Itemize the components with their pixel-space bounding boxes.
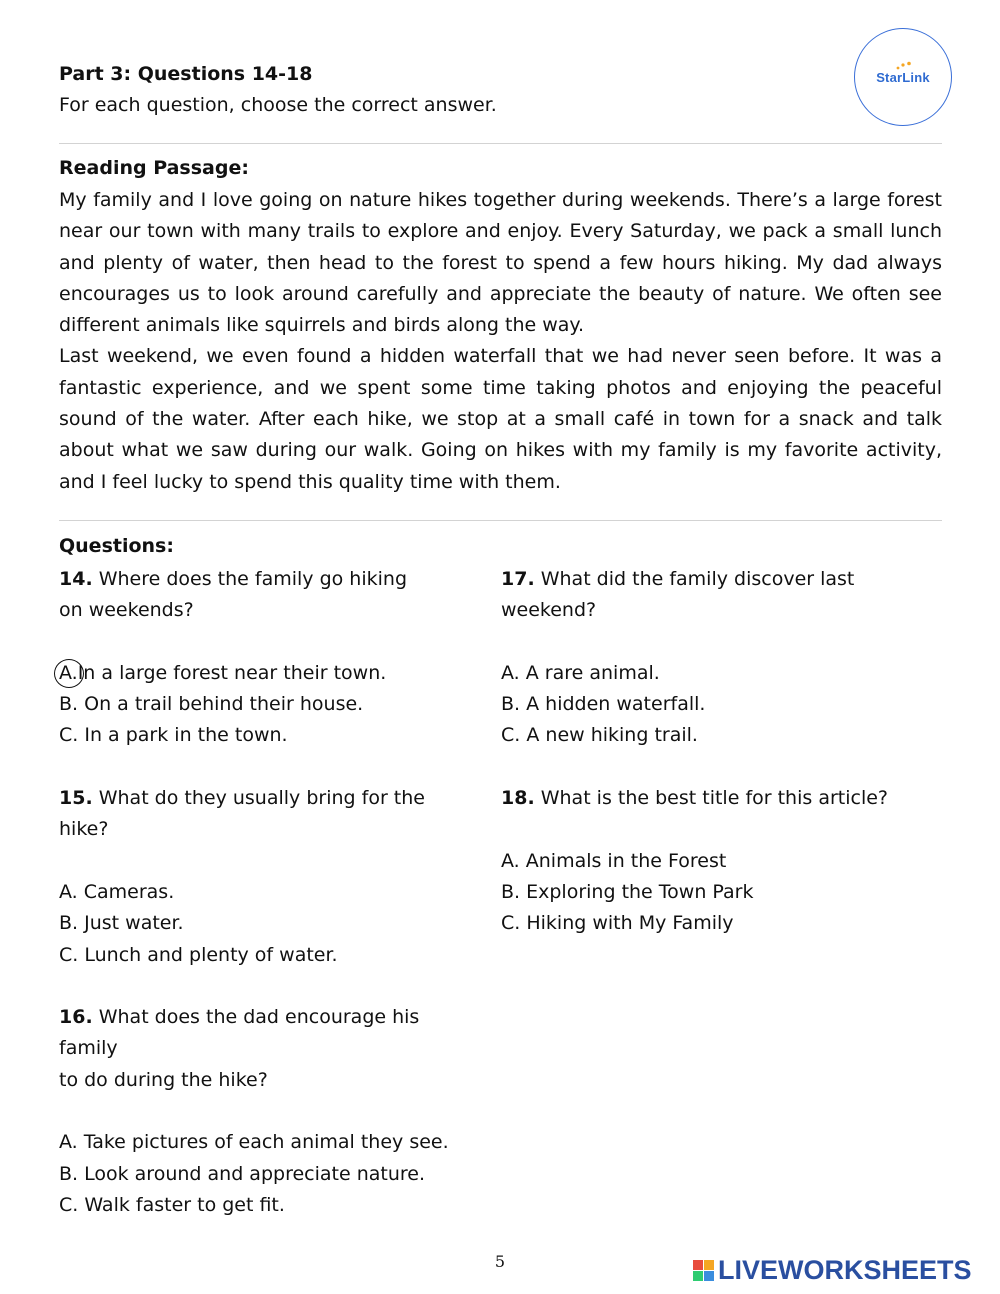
option-letter: C. xyxy=(501,912,521,935)
questions-right-column xyxy=(501,564,951,971)
question-text: What do they usually bring for the hike? xyxy=(59,787,425,841)
passage-paragraph: My family and I love going on nature hikes together during weekends. There’s a large forest near our town with many trails to explore and enjoy. Every Saturday, we pack a small lunch and plenty of water, then head to the forest to spend a few hours hiking. My dad always encourages us to look around carefully and appreciate the beauty of nature. We often see different animals like squirrels and birds along the way. xyxy=(59,189,942,337)
option-letter: B. xyxy=(501,693,521,716)
option-letter: A. xyxy=(59,880,78,903)
option-letter: B. xyxy=(501,880,521,903)
option-text: A new hiking trail. xyxy=(526,724,698,747)
question-text: What does the dad encourage his family xyxy=(59,1006,420,1060)
option-15-c[interactable] xyxy=(59,940,479,971)
question-text-continued: on weekends? xyxy=(59,599,194,622)
question-text: What is the best title for this article? xyxy=(540,787,888,810)
option-letter: A. xyxy=(501,661,520,684)
starlink-logo xyxy=(854,28,952,126)
question-text: Where does the family go hiking xyxy=(98,568,408,590)
questions-left-column xyxy=(59,564,479,1253)
question-text-continued: to do during the hike? xyxy=(59,1068,268,1091)
option-text: Take pictures of each animal they see. xyxy=(83,1131,449,1154)
option-letter: B. xyxy=(59,1162,79,1185)
options-14 xyxy=(59,658,479,752)
divider-top xyxy=(59,143,942,144)
part-title: Part 3: Questions 14-18 xyxy=(59,63,313,85)
option-letter: C. xyxy=(59,1193,79,1216)
question-18 xyxy=(501,783,951,814)
question-text: What did the family discover last weekend? xyxy=(501,568,855,622)
selected-answer-circle: A. xyxy=(59,658,78,689)
option-15-b[interactable] xyxy=(59,908,479,939)
options-18 xyxy=(501,846,951,940)
reading-passage xyxy=(59,185,942,498)
option-letter: B. xyxy=(59,693,79,716)
option-text: Animals in the Forest xyxy=(525,849,727,872)
option-text: A hidden waterfall. xyxy=(526,693,706,716)
option-text: Look around and appreciate nature. xyxy=(84,1162,425,1185)
option-letter: C. xyxy=(501,724,521,747)
question-15 xyxy=(59,783,479,846)
logo-text xyxy=(876,70,930,85)
question-number: 16. xyxy=(59,1006,93,1029)
option-text: A rare animal. xyxy=(525,661,660,684)
page-number: 5 xyxy=(494,1252,506,1271)
instructions-text: For each question, choose the correct answer. xyxy=(59,94,497,116)
liveworksheets-logo-icon xyxy=(693,1260,714,1281)
option-16-c[interactable] xyxy=(59,1190,479,1221)
question-16 xyxy=(59,1002,479,1096)
questions-label: Questions: xyxy=(59,535,174,557)
option-text: In a park in the town. xyxy=(84,724,288,747)
logo-label: StarLink xyxy=(876,69,930,85)
option-18-c[interactable] xyxy=(501,908,951,939)
star-icon xyxy=(894,61,916,71)
options-15 xyxy=(59,877,479,971)
passage-paragraph: Last weekend, we even found a hidden waterfall that we had never seen before. It was a fantastic experience, and we spent some time taking photos and enjoying the peaceful sound of the water. After each hike, we stop at a small café in town for a snack and talk about what we saw during our walk. Going on hikes with my family is my favorite activity, and I feel lucky to spend this quality time with them. xyxy=(59,345,942,493)
option-text: Just water. xyxy=(84,912,184,935)
question-number: 14. xyxy=(59,568,93,590)
option-16-a[interactable] xyxy=(59,1127,479,1158)
option-14-a[interactable] xyxy=(59,658,479,689)
option-text: On a trail behind their house. xyxy=(84,693,364,716)
option-14-c[interactable] xyxy=(59,720,479,751)
liveworksheets-brand: LIVEWORKSHEETS xyxy=(718,1255,972,1285)
option-14-b[interactable] xyxy=(59,689,479,720)
question-number: 18. xyxy=(501,787,535,810)
option-15-a[interactable] xyxy=(59,877,479,908)
option-text: Cameras. xyxy=(83,880,175,903)
question-number: 17. xyxy=(501,568,535,590)
divider-middle xyxy=(59,520,942,521)
options-17 xyxy=(501,658,951,752)
option-17-a[interactable] xyxy=(501,658,951,689)
option-text: Exploring the Town Park xyxy=(526,880,754,903)
option-letter: B. xyxy=(59,912,79,935)
question-number: 15. xyxy=(59,787,93,810)
option-text: Walk faster to get fit. xyxy=(84,1193,285,1216)
option-18-b[interactable] xyxy=(501,877,951,908)
option-text: Hiking with My Family xyxy=(526,912,734,935)
option-text: Lunch and plenty of water. xyxy=(84,943,338,966)
option-17-b[interactable] xyxy=(501,689,951,720)
option-text: In a large forest near their town. xyxy=(77,661,387,684)
option-16-b[interactable] xyxy=(59,1159,479,1190)
passage-label: Reading Passage: xyxy=(59,157,249,179)
question-14 xyxy=(59,564,479,627)
options-16 xyxy=(59,1127,479,1221)
liveworksheets-logo[interactable] xyxy=(693,1255,972,1285)
option-17-c[interactable] xyxy=(501,720,951,751)
option-18-a[interactable] xyxy=(501,846,951,877)
option-letter: C. xyxy=(59,724,79,747)
option-letter: A. xyxy=(501,849,520,872)
question-17 xyxy=(501,564,951,627)
option-letter: A. xyxy=(59,1131,78,1154)
option-letter: C. xyxy=(59,943,79,966)
